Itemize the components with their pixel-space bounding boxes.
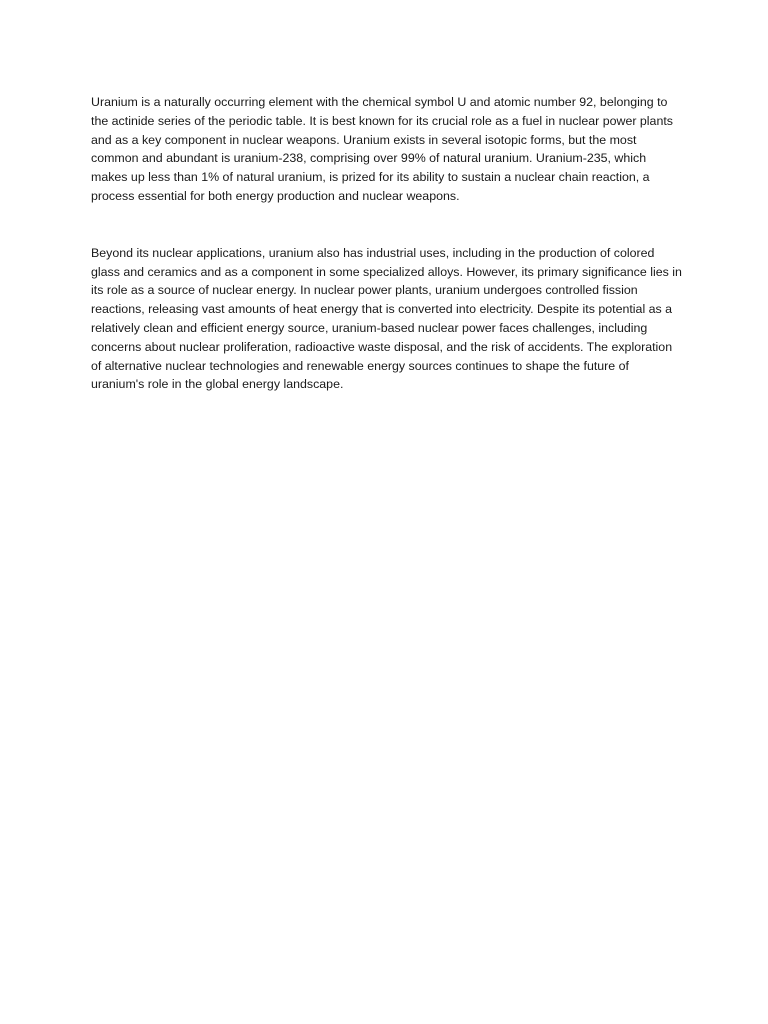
paragraph-1: Uranium is a naturally occurring element with the chemical symbol U and atomic number 92, belonging to the actinide series of the periodic table. It is best known for its crucial role as a fuel in nuclear power plants and as a key component in nuclear weapons. Uranium exists in several isotopic forms, but the most common and abundant is uranium-238, comprising over 99% of natural uranium. Uranium-235, which makes up less than 1% of natural uranium, is prized for its ability to sustain a nuclear chain reaction, a process essential for both energy production and nuclear weapons. [91,95,673,203]
paragraph-2: Beyond its nuclear applications, uranium also has industrial uses, including in the production of colored glass and ceramics and as a component in some specialized alloys. However, its primary significance lies in its role as a source of nuclear energy. In nuclear power plants, uranium undergoes controlled fission reactions, releasing vast amounts of heat energy that is converted into electricity. Despite its potential as a relatively clean and efficient energy source, uranium-based nuclear power faces challenges, including concerns about nuclear proliferation, radioactive waste disposal, and the risk of accidents. The exploration of alternative nuclear technologies and renewable energy sources continues to shape the future of uranium's role in the global energy landscape. [91,245,682,392]
document-body [91,93,683,394]
